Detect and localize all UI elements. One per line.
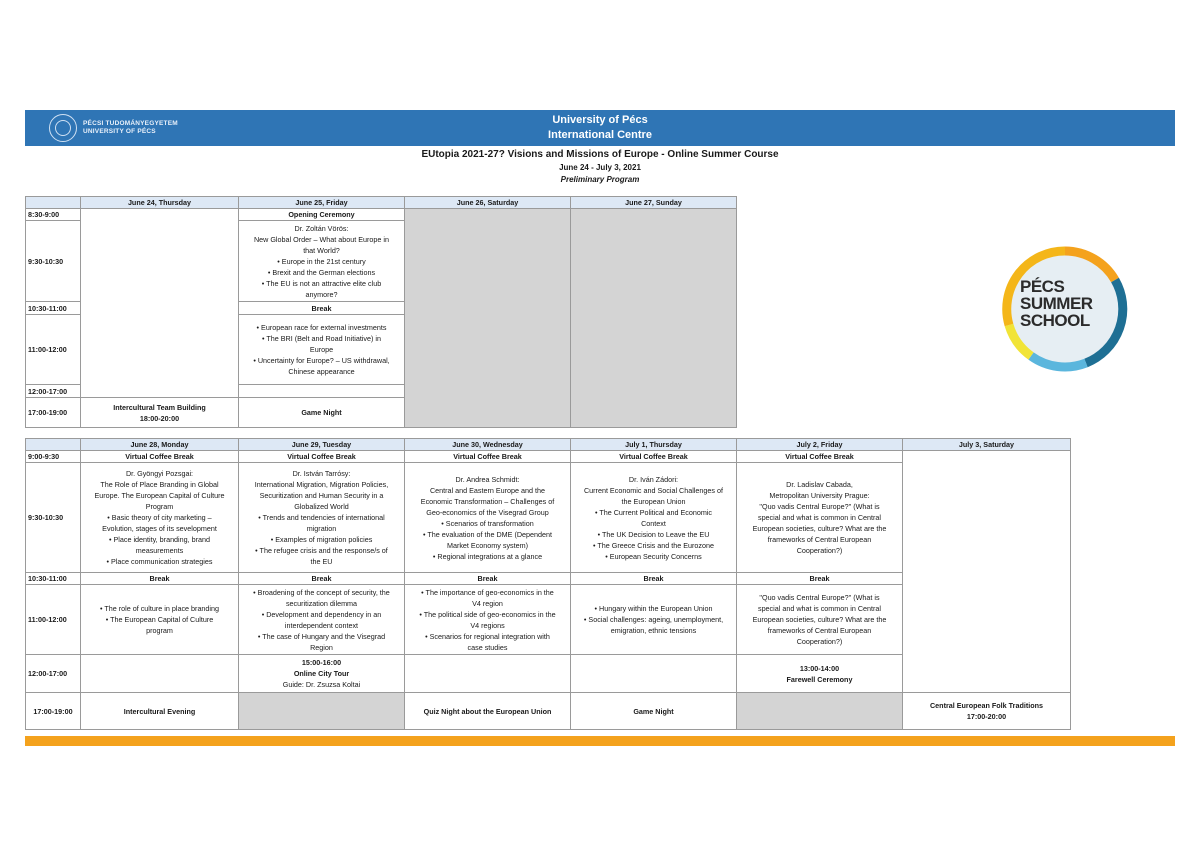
- text-line: • Social challenges: ageing, unemployment,: [583, 615, 724, 624]
- lecture-cell: [571, 463, 737, 573]
- game-night-cell: Game Night: [239, 398, 405, 428]
- text-line: International Migration, Migration Policies,: [254, 480, 389, 489]
- text-line: • The Greece Crisis and the Eurozone: [592, 540, 715, 550]
- text-line: • Examples of migration policies: [270, 535, 373, 544]
- text-line: measurements: [135, 546, 184, 555]
- text-line: program: [146, 626, 173, 635]
- day-header: June 25, Friday: [239, 197, 405, 209]
- empty-cell: [903, 451, 1071, 693]
- break-cell: Break: [81, 573, 239, 585]
- text-line: frameworks of Central European: [767, 535, 872, 544]
- break-cell: Break: [737, 573, 903, 585]
- team-building-cell: [81, 398, 239, 428]
- team-building-title: Intercultural Team Building: [113, 402, 206, 412]
- footer-bar: [25, 736, 1175, 746]
- text-line: • The BRI (Belt and Road Initiative) in: [261, 334, 382, 343]
- time-slot: 9:30-10:30: [26, 221, 81, 302]
- text-line: the EU: [310, 557, 333, 566]
- coffee-break-cell: Virtual Coffee Break: [239, 451, 405, 463]
- text-line: • The European Capital of Culture: [105, 615, 214, 624]
- day-header: July 1, Thursday: [571, 439, 737, 451]
- lecture-cell: [405, 463, 571, 573]
- text-line: "Quo vadis Central Europe?" (What is: [759, 502, 880, 511]
- text-line: European societies, culture? What are the: [752, 615, 887, 624]
- day-header: June 27, Sunday: [571, 197, 737, 209]
- city-tour-time: 15:00-16:00: [301, 658, 342, 667]
- program-note: Preliminary Program: [560, 175, 640, 184]
- text-line: Economic Transformation – Challenges of: [420, 496, 555, 506]
- header-banner: [25, 110, 1175, 146]
- time-slot: 17:00-19:00: [26, 398, 81, 428]
- course-title: EUtopia 2021-27? Visions and Missions of Europe - Online Summer Course: [421, 149, 779, 160]
- break-cell: Break: [571, 573, 737, 585]
- text-line: • Europe in the 21st century: [277, 256, 366, 266]
- text-line: Europe. The European Capital of Culture: [94, 491, 225, 500]
- text-line: Chinese appearance: [288, 367, 355, 376]
- session-cell: [239, 585, 405, 655]
- no-program-cell: [239, 693, 405, 730]
- break-cell: Break: [239, 302, 405, 315]
- lecturer-name: Dr. Ladislav Cabada,: [786, 480, 853, 489]
- text-line: • Basic theory of city marketing –: [107, 513, 212, 522]
- text-line: • Uncertainty for Europe? – US withdrawal,: [253, 356, 390, 365]
- text-line: • The evaluation of the DME (Dependent: [422, 529, 553, 539]
- time-slot: 12:00-17:00: [26, 385, 81, 398]
- text-line: • Development and dependency in an: [261, 609, 382, 619]
- text-line: • The case of Hungary and the Visegrad: [257, 631, 386, 641]
- lecturer-name: Dr. Zoltán Vörös:: [294, 223, 349, 233]
- day-header: July 3, Saturday: [903, 439, 1071, 451]
- week2-schedule-table: [25, 438, 1071, 730]
- day-header: July 2, Friday: [737, 439, 903, 451]
- text-line: Region: [310, 642, 333, 652]
- text-line: special and what is common in Central: [757, 513, 882, 522]
- text-line: V4 regions: [470, 620, 505, 630]
- text-line: Cooperation?): [796, 637, 843, 646]
- text-line: • The UK Decision to Leave the EU: [597, 529, 710, 539]
- text-line: Market Economy system): [446, 540, 529, 550]
- text-line: • Scenarios of transformation: [441, 518, 534, 528]
- text-line: • The importance of geo-economics in the: [421, 587, 554, 597]
- table-row: [26, 451, 1071, 463]
- city-tour-guide: Guide: Dr. Zsuzsa Koltai: [282, 680, 361, 689]
- opening-ceremony: Opening Ceremony: [239, 209, 405, 221]
- city-tour-cell: [239, 655, 405, 693]
- text-line: • Brexit and the German elections: [267, 267, 376, 277]
- day-header: June 30, Wednesday: [405, 439, 571, 451]
- text-line: • The EU is not an attractive elite club: [261, 278, 382, 288]
- time-slot: 12:00-17:00: [26, 655, 81, 693]
- table-header-row: [26, 439, 1071, 451]
- no-program-cell: [737, 693, 903, 730]
- coffee-break-cell: Virtual Coffee Break: [81, 451, 239, 463]
- time-slot: 9:00-9:30: [26, 451, 81, 463]
- no-program-cell: [405, 209, 571, 428]
- farewell-title: Farewell Ceremony: [786, 674, 853, 684]
- logo-line-2: UNIVERSITY OF PÉCS: [83, 128, 156, 135]
- text-line: Geo-economics of the Visegrad Group: [426, 507, 549, 517]
- text-line: • The refugee crisis and the response/s of: [255, 546, 388, 555]
- session-cell: [81, 585, 239, 655]
- folk-title: Central European Folk Traditions: [929, 701, 1044, 710]
- session-cell: [239, 315, 405, 385]
- text-line: • The role of culture in place branding: [99, 604, 220, 613]
- session-cell: [737, 585, 903, 655]
- text-line: Globalized World: [294, 502, 349, 511]
- lecturer-name: Dr. Andrea Schmidt:: [455, 474, 520, 484]
- empty-cell: [239, 385, 405, 398]
- lecture-cell: [737, 463, 903, 573]
- lecturer-name: Dr. Gyöngyi Pozsgai:: [125, 469, 194, 478]
- text-line: the European Union: [621, 496, 686, 506]
- text-line: migration: [306, 524, 337, 533]
- text-line: Cooperation?): [796, 546, 843, 555]
- text-line: • Hungary within the European Union: [594, 604, 713, 613]
- break-cell: Break: [239, 573, 405, 585]
- table-row: [26, 209, 737, 221]
- banner-title: University of Pécs: [552, 114, 648, 126]
- table-row: [26, 693, 1071, 730]
- text-line: Program: [145, 502, 174, 511]
- empty-cell: [81, 209, 239, 398]
- time-slot: 10:30-11:00: [26, 302, 81, 315]
- session-cell: [405, 585, 571, 655]
- lecture-cell: [239, 463, 405, 573]
- time-slot: 17:00-19:00: [26, 693, 81, 730]
- text-line: case studies: [467, 642, 508, 652]
- day-header: June 29, Tuesday: [239, 439, 405, 451]
- text-line: New Global Order – What about Europe in: [253, 234, 390, 244]
- text-line: • Trends and tendencies of international: [258, 513, 385, 522]
- coffee-break-cell: Virtual Coffee Break: [405, 451, 571, 463]
- lecturer-name: Dr. István Tarrósy:: [292, 469, 351, 478]
- course-dates: June 24 - July 3, 2021: [559, 163, 641, 172]
- text-line: that World?: [303, 245, 340, 255]
- game-night-cell: Game Night: [571, 693, 737, 730]
- text-line: Europe: [309, 345, 334, 354]
- break-cell: Break: [405, 573, 571, 585]
- text-line: V4 region: [472, 598, 503, 608]
- time-slot: 11:00-12:00: [26, 315, 81, 385]
- coffee-break-cell: Virtual Coffee Break: [571, 451, 737, 463]
- empty-cell: [81, 655, 239, 693]
- text-line: Securitization and Human Security in a: [259, 491, 384, 500]
- farewell-time: 13:00-14:00: [799, 663, 840, 673]
- quiz-night-cell: Quiz Night about the European Union: [405, 693, 571, 730]
- text-line: • European Security Concerns: [605, 551, 702, 561]
- text-line: Context: [641, 518, 666, 528]
- no-program-cell: [571, 209, 737, 428]
- text-line: special and what is common in Central: [757, 604, 882, 613]
- lecture-cell: [81, 463, 239, 573]
- banner-subtitle: International Centre: [548, 129, 652, 141]
- intercultural-evening-cell: Intercultural Evening: [81, 693, 239, 730]
- city-tour-title: Online City Tour: [293, 669, 350, 678]
- folk-traditions-cell: [903, 693, 1071, 730]
- text-line: Metropolitan University Prague:: [769, 491, 870, 500]
- time-slot: 8:30-9:00: [26, 209, 81, 221]
- farewell-cell: [737, 655, 903, 693]
- text-line: Evolution, stages of its sevelopment: [102, 524, 217, 533]
- text-line: • Broadening of the concept of security, the: [253, 587, 390, 597]
- folk-time: 17:00-20:00: [966, 712, 1007, 721]
- text-line: The Role of Place Branding in Global: [100, 480, 219, 489]
- text-line: Central and Eastern Europe and the: [429, 485, 546, 495]
- session-cell: [571, 585, 737, 655]
- time-slot: 11:00-12:00: [26, 585, 81, 655]
- text-line: • Scenarios for regional integration with: [425, 631, 550, 641]
- lecture-cell: [239, 221, 405, 302]
- day-header: June 28, Monday: [81, 439, 239, 451]
- week1-schedule-table: [25, 196, 737, 428]
- time-slot: 9:30-10:30: [26, 463, 81, 573]
- text-line: • European race for external investments: [256, 323, 387, 332]
- logo-line-1: PÉCSI TUDOMÁNYEGYETEM: [83, 120, 178, 127]
- corner-cell: [26, 439, 81, 451]
- text-line: anymore?: [305, 289, 338, 299]
- day-header: June 24, Thursday: [81, 197, 239, 209]
- coffee-break-cell: Virtual Coffee Break: [737, 451, 903, 463]
- text-line: • Place communication strategies: [106, 557, 213, 566]
- text-line: securitization dilemma: [285, 598, 358, 608]
- day-header: June 26, Saturday: [405, 197, 571, 209]
- text-line: frameworks of Central European: [767, 626, 872, 635]
- text-line: European societies, culture? What are the: [752, 524, 887, 533]
- text-line: Current Economic and Social Challenges of: [583, 485, 724, 495]
- time-slot: 10:30-11:00: [26, 573, 81, 585]
- summer-school-wordmark: PÉCS SUMMER SCHOOL: [1020, 277, 1093, 330]
- text-line: "Quo vadis Central Europe?" (What is: [759, 593, 880, 602]
- lecturer-name: Dr. Iván Zádori:: [628, 474, 679, 484]
- table-header-row: [26, 197, 737, 209]
- empty-cell: [571, 655, 737, 693]
- text-line: • Regional integrations at a glance: [432, 551, 543, 561]
- empty-cell: [405, 655, 571, 693]
- text-line: • The political side of geo-economics in the: [419, 609, 556, 619]
- corner-cell: [26, 197, 81, 209]
- text-line: • Place identity, branding, brand: [108, 535, 211, 544]
- text-line: interdependent context: [284, 620, 359, 630]
- text-line: • The Current Political and Economic: [594, 507, 713, 517]
- team-building-time: 18:00-20:00: [139, 413, 180, 423]
- text-line: emigration, ethnic tensions: [610, 626, 697, 635]
